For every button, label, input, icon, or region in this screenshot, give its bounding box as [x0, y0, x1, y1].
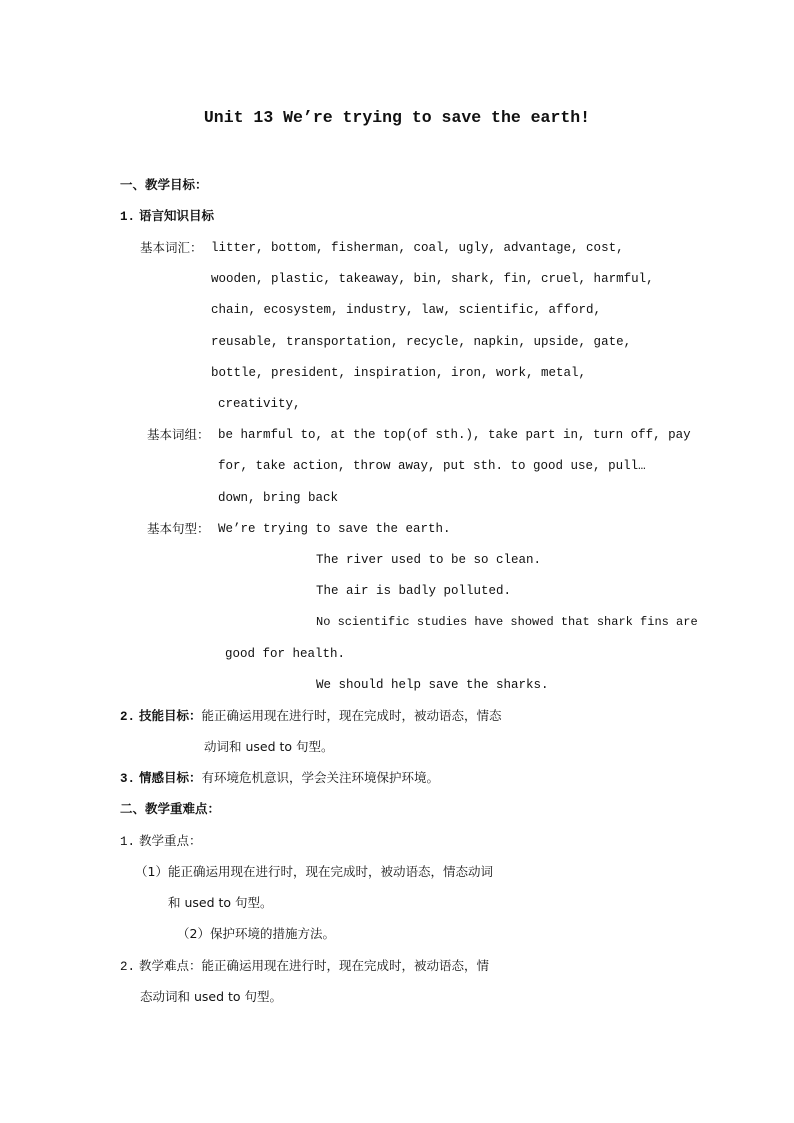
section-1-heading: 一、教学目标： — [120, 177, 208, 192]
item-2-number: 2. — [120, 710, 136, 724]
difficult-point-text: 能正确运用现在进行时，现在完成时，被动语态，情 — [201, 958, 490, 973]
phrases-line: down, bring back — [218, 491, 339, 505]
item-3 — [120, 770, 439, 787]
vocab-label: 基本词汇： — [140, 240, 203, 255]
key-point-label: 教学重点： — [139, 833, 202, 848]
difficult-point — [120, 958, 489, 975]
page-title: Unit 13 We’re trying to save the earth! — [203, 108, 591, 127]
vocab-line: bottle, president, inspiration, iron, work, metal, — [211, 366, 587, 380]
difficult-point-label: 教学难点： — [139, 958, 202, 973]
vocab-line: creativity, — [218, 397, 301, 411]
key-point-item-2: （2）保护环境的措施方法。 — [177, 926, 335, 941]
section-2-heading: 二、教学重难点： — [120, 801, 221, 816]
phrases-line: be harmful to, at the top(of sth.), take part in, turn off, pay — [218, 428, 691, 442]
difficult-point-text-cont: 态动词和 used to 句型。 — [140, 989, 283, 1004]
item-3-label: 情感目标： — [139, 770, 202, 785]
sentence-line: No scientific studies have showed that shark fins are — [316, 615, 698, 629]
sentence-line: The river used to be so clean. — [316, 553, 542, 567]
vocab-line: reusable, transportation, recycle, napkin, upside, gate, — [211, 335, 632, 349]
difficult-point-number: 2. — [120, 960, 136, 974]
key-point-number: 1. — [120, 835, 136, 849]
item-2-text-cont: 动词和 used to 句型。 — [204, 739, 334, 754]
sentence-line: We’re trying to save the earth. — [218, 522, 451, 536]
item-2-label: 技能目标： — [139, 708, 202, 723]
sentence-line: The air is badly polluted. — [316, 584, 512, 598]
vocab-line: wooden, plastic, takeaway, bin, shark, fin, cruel, harmful, — [211, 272, 654, 286]
phrases-line: for, take action, throw away, put sth. to good use, pull… — [218, 459, 646, 473]
item-1 — [120, 208, 214, 225]
vocab-line: litter, bottom, fisherman, coal, ugly, advantage, cost, — [211, 241, 624, 255]
sentence-line: good for health. — [225, 647, 346, 661]
vocab-line: chain, ecosystem, industry, law, scientific, afford, — [211, 303, 602, 317]
item-1-number: 1. — [120, 210, 136, 224]
item-2 — [120, 708, 502, 725]
item-3-number: 3. — [120, 772, 136, 786]
item-1-label: 语言知识目标 — [139, 208, 215, 223]
key-point — [120, 833, 202, 850]
sentences-label: 基本句型： — [147, 521, 210, 536]
phrases-label: 基本词组： — [147, 427, 210, 442]
item-3-text: 有环境危机意识，学会关注环境保护环境。 — [201, 770, 440, 785]
key-point-item-1: （1）能正确运用现在进行时，现在完成时，被动语态，情态动词 — [135, 864, 493, 879]
item-2-text: 能正确运用现在进行时，现在完成时，被动语态，情态 — [201, 708, 502, 723]
sentence-line: We should help save the sharks. — [316, 678, 549, 692]
key-point-item-1-cont: 和 used to 句型。 — [168, 895, 273, 910]
